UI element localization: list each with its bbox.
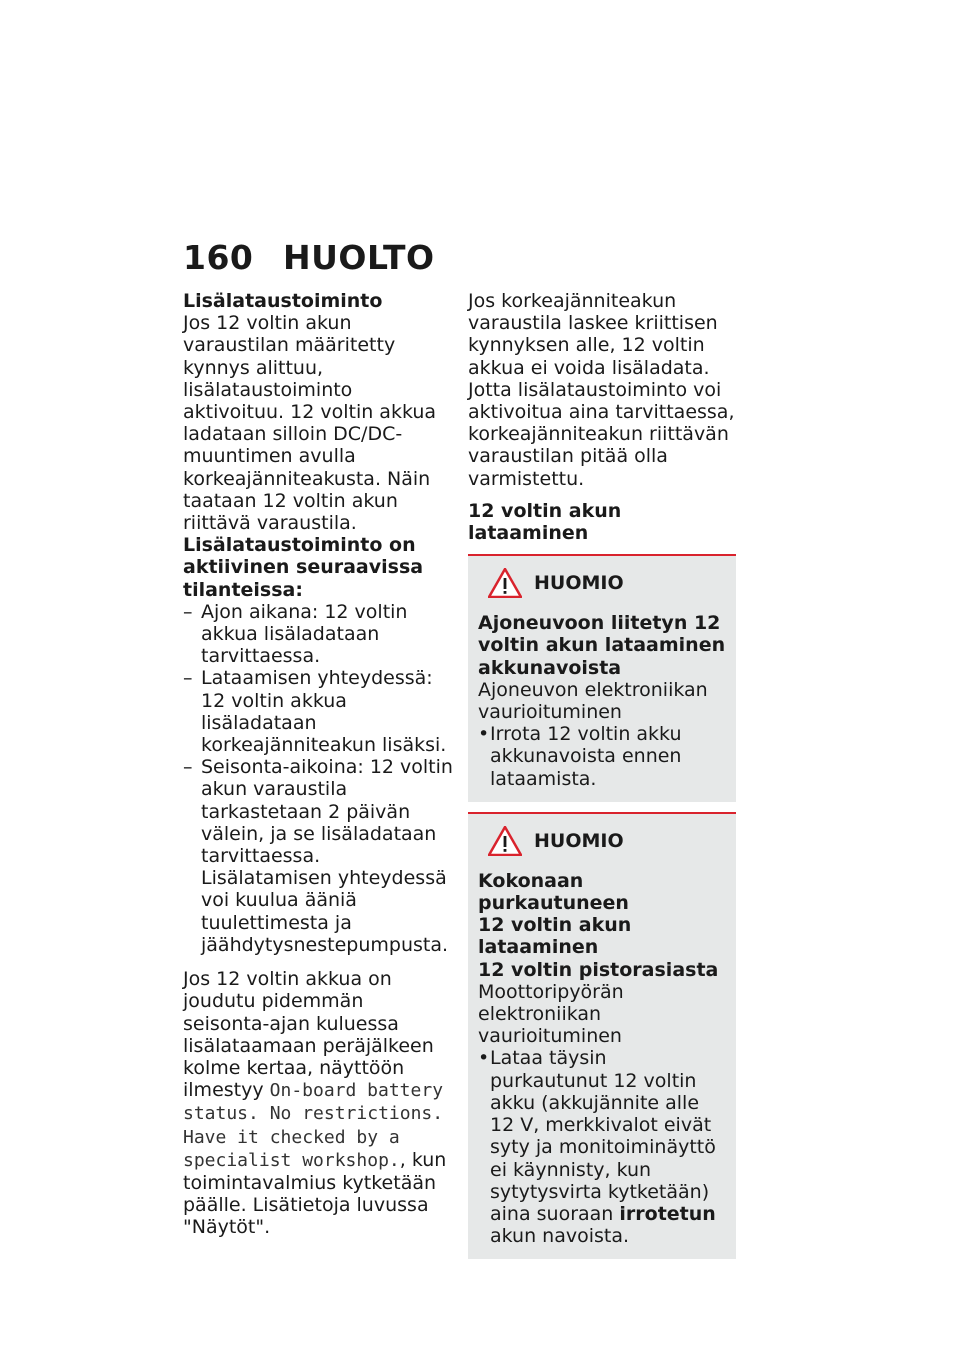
notice-title: Ajoneuvoon liitetyn 12 voltin akun lataaminen akkunavoista [478,612,726,679]
left-column [183,290,453,1239]
paragraph-auxiliary-charging: Jos 12 voltin akun varaustilan määritetty kynnys alittuu, lisälataustoiminto aktivoituu. 12 voltin akkua ladataan silloin DC/DC-muuntimen avulla korkeajänniteakusta. Näin taataan 12 voltin akun riittävä varaustila. [183,312,437,535]
notice-title-line: 12 voltin pistorasiasta [478,958,719,981]
list-item: – Seisonta-aikoina: 12 voltin akun varaustila tarkastetaan 2 päivän välein, ja se lisäladataan tarvittaessa. Lisälatamisen yhteydessä voi kuulua ääniä tuulettimesta ja jäähdytysnestepumpusta. [183,756,453,956]
heading-auxiliary-charging: Lisälataustoiminto [183,290,383,312]
notice-action: • Lataa täysin purkautunut 12 voltin akku (akkujännite alle 12 V, merkkivalot eivät syty ja monitoiminäyttö ei käynnisty, kun sytytysvirta kytketään) aina suoraan irrotetun akun navoista. [478,1047,726,1247]
notice-consequence: Ajoneuvon elektroniikan vaurioituminen [478,678,708,724]
warning-triangle-icon [488,826,522,856]
notice-label: HUOMIO [534,572,624,595]
paragraph-display-message: Jos 12 voltin akkua on joudutu pidemmän seisonta-ajan kuluessa lisälataamaan peräjälkeen kolme kertaa, näyttöön ilmestyy On-board battery status. No restrictions. Have it checked by a specialist workshop., kun toimintavalmius kytketään päälle. Lisätietoja luvussa "Näytöt". [183,968,447,1239]
notice-action: • Irrota 12 voltin akku akkunavoista ennen lataamista. [478,723,726,790]
emphasis-text: irrotetun [619,1202,716,1225]
notice-title-line: Kokonaan purkautuneen [478,869,629,915]
notice-title-line: 12 voltin akun lataaminen [478,914,632,959]
section-title: HUOLTO [283,238,435,277]
display-message-code: On-board battery status. No restrictions. Have it checked by a specialist workshop. [183,1080,444,1171]
notice-label: HUOMIO [534,829,624,852]
list-item: – Ajon aikana: 12 voltin akkua lisäladataan tarvittaessa. [183,601,453,668]
paragraph-high-voltage: Jos korkeajänniteakun varaustila laskee kriittisen kynnyksen alle, 12 voltin akkua ei voida lisäladata. Jotta lisälataustoiminto voi aktivoitua aina tarvittaessa, korkeajänniteakun riittävän varaustilan pitää olla varmistettu. [468,290,735,490]
notice-header [488,568,726,598]
notice-box [468,554,736,802]
right-column [468,290,736,1259]
notice-consequence: Moottoripyörän elektroniikan vaurioituminen [478,980,624,1048]
heading-active-situations: Lisälataustoiminto on aktiivinen seuraavissa tilanteissa: [183,534,424,601]
list-item: – Lataamisen yhteydessä: 12 voltin akkua lisäladataan korkeajänniteakun lisäksi. [183,667,453,756]
warning-triangle-icon [488,568,522,598]
notice-header [488,826,726,856]
page-number: 160 [183,238,254,277]
heading-charging-12v: 12 voltin akun lataaminen [468,499,622,545]
page-header [183,238,435,277]
notice-box [468,812,736,1259]
